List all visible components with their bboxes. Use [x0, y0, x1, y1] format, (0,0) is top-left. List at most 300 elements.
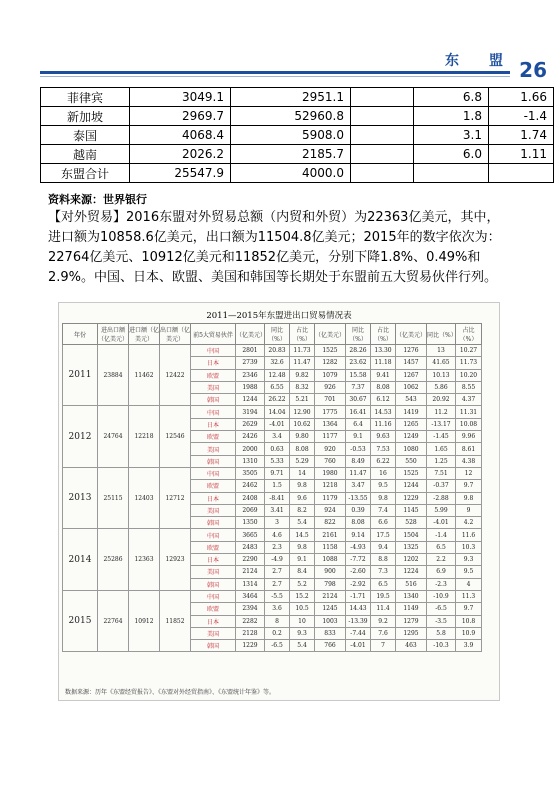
- table-cell: 6.0: [414, 145, 489, 164]
- table-cell: 1.8: [414, 107, 489, 126]
- table-cell: 8.2: [290, 504, 315, 516]
- table-cell: 日本: [191, 615, 236, 627]
- table-cell: 9.8: [290, 480, 315, 492]
- table-cell: 1.25: [427, 455, 456, 467]
- table-cell: -5.5: [265, 590, 290, 602]
- table-cell: 12422: [160, 345, 191, 406]
- table-cell: -1.4: [489, 107, 554, 126]
- table-cell: 8.55: [456, 381, 482, 393]
- table-cell: 16.41: [346, 406, 371, 418]
- table-cell: 28.26: [346, 345, 371, 357]
- table-cell: 9.41: [371, 369, 396, 381]
- table-cell: 14.43: [346, 603, 371, 615]
- trade-table: [62, 323, 482, 652]
- column-header: 占比（%）: [290, 324, 315, 345]
- table-cell: 欧盟: [191, 603, 236, 615]
- table-cell: 2026.2: [130, 145, 231, 164]
- table-cell: 32.6: [265, 357, 290, 369]
- table-cell: 菲律宾: [41, 88, 130, 107]
- table-cell: 1350: [236, 517, 265, 529]
- table-cell: 9.7: [456, 603, 482, 615]
- table-cell: 11.73: [456, 357, 482, 369]
- table-cell: 8.61: [456, 443, 482, 455]
- table-cell: 5.21: [290, 394, 315, 406]
- table-cell: 3.6: [265, 603, 290, 615]
- table-cell: 12712: [160, 467, 191, 528]
- table-cell: 1.74: [489, 126, 554, 145]
- column-header: （亿美元）: [315, 324, 346, 345]
- table-cell: 2.7: [265, 566, 290, 578]
- table-cell: 2739: [236, 357, 265, 369]
- table-cell: 19.5: [371, 590, 396, 602]
- table-cell: 9.71: [265, 467, 290, 479]
- column-header: 年份: [63, 324, 98, 345]
- table-cell: 8.8: [371, 554, 396, 566]
- table-row: [63, 529, 482, 541]
- table-cell: 8.08: [290, 443, 315, 455]
- table-cell: 24764: [98, 406, 129, 467]
- table-cell: 1158: [315, 541, 346, 553]
- table-cell: 10.27: [456, 345, 482, 357]
- table-cell: 2629: [236, 418, 265, 430]
- table-cell: 4068.4: [130, 126, 231, 145]
- table-cell: 6.9: [427, 566, 456, 578]
- table-cell: 14.53: [371, 406, 396, 418]
- table-cell: 10912: [129, 590, 160, 651]
- table-cell: 25115: [98, 467, 129, 528]
- table-cell: 9.3: [456, 554, 482, 566]
- table-cell: -4.01: [346, 640, 371, 652]
- table-cell: 1079: [315, 369, 346, 381]
- table-cell: 日本: [191, 357, 236, 369]
- table-cell: 41.65: [427, 357, 456, 369]
- table-cell: 中国: [191, 590, 236, 602]
- table-cell: 7.4: [371, 504, 396, 516]
- table-cell: 760: [315, 455, 346, 467]
- table-cell: 1218: [315, 480, 346, 492]
- table-cell: 美国: [191, 627, 236, 639]
- table-cell: 11.16: [371, 418, 396, 430]
- table-cell: 5908.0: [231, 126, 351, 145]
- table-cell: 中国: [191, 406, 236, 418]
- table-cell: 11.73: [290, 345, 315, 357]
- table-cell: 6.5: [371, 578, 396, 590]
- table-cell: 8.4: [290, 566, 315, 578]
- table-cell: 52960.8: [231, 107, 351, 126]
- table-cell: 2000: [236, 443, 265, 455]
- table-cell: 欧盟: [191, 431, 236, 443]
- table-cell: -6.5: [427, 603, 456, 615]
- table-cell: 欧盟: [191, 369, 236, 381]
- table-cell: 1314: [236, 578, 265, 590]
- table-row: [41, 107, 554, 126]
- table-cell: 11.47: [346, 467, 371, 479]
- table-cell: 1229: [236, 640, 265, 652]
- table-cell: 5.4: [290, 517, 315, 529]
- table-cell: 9: [456, 504, 482, 516]
- table-cell: 2014: [63, 529, 98, 590]
- table-cell: 550: [396, 455, 427, 467]
- table-cell: 26.22: [265, 394, 290, 406]
- table-cell: 2282: [236, 615, 265, 627]
- table-cell: 1265: [396, 418, 427, 430]
- table-cell: 韩国: [191, 394, 236, 406]
- table-cell: [351, 145, 414, 164]
- table-cell: 12363: [129, 529, 160, 590]
- table-cell: 韩国: [191, 517, 236, 529]
- table-cell: 9.96: [456, 431, 482, 443]
- table-cell: 1282: [315, 357, 346, 369]
- table-cell: 6.6: [371, 517, 396, 529]
- table-cell: 3.47: [346, 480, 371, 492]
- table-cell: 9.80: [290, 431, 315, 443]
- source-note: 资料来源：世界银行: [48, 193, 147, 206]
- table-row: [63, 590, 482, 602]
- table-cell: 9.63: [371, 431, 396, 443]
- table-cell: -1.71: [346, 590, 371, 602]
- table-cell: 1003: [315, 615, 346, 627]
- table-cell: 25547.9: [130, 164, 231, 183]
- table-cell: 13.30: [371, 345, 396, 357]
- table-cell: 6.55: [265, 381, 290, 393]
- table-cell: -4.93: [346, 541, 371, 553]
- table-cell: 1980: [315, 467, 346, 479]
- table-cell: -2.88: [427, 492, 456, 504]
- table-cell: 4.38: [456, 455, 482, 467]
- table-cell: 1.66: [489, 88, 554, 107]
- table-cell: 23884: [98, 345, 129, 406]
- table-row: [41, 88, 554, 107]
- table-cell: 中国: [191, 467, 236, 479]
- table-cell: 920: [315, 443, 346, 455]
- table-cell: 11852: [160, 590, 191, 651]
- table-cell: 8.32: [290, 381, 315, 393]
- table-cell: 3505: [236, 467, 265, 479]
- table-cell: 2069: [236, 504, 265, 516]
- header-rule-thin: [40, 76, 510, 77]
- table-cell: 7.53: [371, 443, 396, 455]
- table-cell: 2185.7: [231, 145, 351, 164]
- table-cell: 10.20: [456, 369, 482, 381]
- table-cell: 6.12: [371, 394, 396, 406]
- table-cell: 10.13: [427, 369, 456, 381]
- table-cell: 16: [371, 467, 396, 479]
- table-cell: 9.82: [290, 369, 315, 381]
- table-cell: 美国: [191, 443, 236, 455]
- table-cell: 2801: [236, 345, 265, 357]
- table-cell: 1.11: [489, 145, 554, 164]
- table-cell: 1325: [396, 541, 427, 553]
- table-cell: 9.8: [371, 492, 396, 504]
- table-cell: -4.9: [265, 554, 290, 566]
- table-cell: 1310: [236, 455, 265, 467]
- table-cell: 11.31: [456, 406, 482, 418]
- table-cell: -13.17: [427, 418, 456, 430]
- table-cell: 14.04: [265, 406, 290, 418]
- table-cell: -8.41: [265, 492, 290, 504]
- table-cell: 6.8: [414, 88, 489, 107]
- table-cell: 1088: [315, 554, 346, 566]
- table-cell: -3.5: [427, 615, 456, 627]
- table-cell: 15.58: [346, 369, 371, 381]
- table-cell: 1202: [396, 554, 427, 566]
- table-cell: 12: [456, 467, 482, 479]
- table-cell: 欧盟: [191, 541, 236, 553]
- table-cell: 9.7: [456, 480, 482, 492]
- table-cell: 1267: [396, 369, 427, 381]
- table-cell: -7.72: [346, 554, 371, 566]
- table-cell: 1177: [315, 431, 346, 443]
- table-cell: -1.45: [427, 431, 456, 443]
- column-header: 进口额（亿美元）: [129, 324, 160, 345]
- table-cell: 1775: [315, 406, 346, 418]
- column-header: 进出口额（亿美元）: [98, 324, 129, 345]
- table-cell: 14.5: [290, 529, 315, 541]
- table-cell: 7.6: [371, 627, 396, 639]
- table-cell: 2015: [63, 590, 98, 651]
- table-cell: -10.3: [427, 640, 456, 652]
- table-cell: 4.6: [265, 529, 290, 541]
- table-cell: 9.1: [346, 431, 371, 443]
- table-cell: 日本: [191, 554, 236, 566]
- table-cell: 9.8: [456, 492, 482, 504]
- table-cell: 2124: [315, 590, 346, 602]
- table-cell: 2.3: [265, 541, 290, 553]
- table-cell: 7: [371, 640, 396, 652]
- table-cell: 2462: [236, 480, 265, 492]
- table-cell: 8: [265, 615, 290, 627]
- table-cell: [351, 126, 414, 145]
- table-cell: 1525: [315, 345, 346, 357]
- table-cell: 东盟合计: [41, 164, 130, 183]
- table-cell: 美国: [191, 566, 236, 578]
- table-cell: 1179: [315, 492, 346, 504]
- table-cell: 924: [315, 504, 346, 516]
- table-cell: -7.44: [346, 627, 371, 639]
- table-cell: 2483: [236, 541, 265, 553]
- table-row: [63, 467, 482, 479]
- table-cell: 20.83: [265, 345, 290, 357]
- column-header: 同比（%）: [346, 324, 371, 345]
- table-cell: 韩国: [191, 578, 236, 590]
- table-cell: 越南: [41, 145, 130, 164]
- table-cell: 3: [265, 517, 290, 529]
- table-cell: 463: [396, 640, 427, 652]
- table-cell: 中国: [191, 345, 236, 357]
- table-row: [41, 126, 554, 145]
- table-cell: 韩国: [191, 455, 236, 467]
- table-cell: -2.3: [427, 578, 456, 590]
- table-cell: 12403: [129, 467, 160, 528]
- table-cell: 516: [396, 578, 427, 590]
- table-cell: 822: [315, 517, 346, 529]
- table-cell: 543: [396, 394, 427, 406]
- table-cell: 14: [290, 467, 315, 479]
- table-cell: [351, 107, 414, 126]
- table-cell: 10: [290, 615, 315, 627]
- table-cell: 美国: [191, 381, 236, 393]
- table-cell: 25286: [98, 529, 129, 590]
- table-cell: 23.62: [346, 357, 371, 369]
- table-cell: 1149: [396, 603, 427, 615]
- table-cell: 15.2: [290, 590, 315, 602]
- table-cell: 1525: [396, 467, 427, 479]
- table-cell: 3464: [236, 590, 265, 602]
- trade-table-note: 数据来源：历年《东盟经贸报告》、《东盟对外经贸指南》、《东盟统计年鉴》等。: [65, 689, 276, 696]
- table-row: [63, 406, 482, 418]
- table-cell: 11.3: [456, 590, 482, 602]
- table-cell: 10.62: [290, 418, 315, 430]
- table-cell: -2.60: [346, 566, 371, 578]
- table-cell: 5.86: [427, 381, 456, 393]
- table-cell: 1295: [396, 627, 427, 639]
- table-cell: -4.01: [265, 418, 290, 430]
- table-cell: 7.37: [346, 381, 371, 393]
- table-cell: 11.18: [371, 357, 396, 369]
- table-cell: 5.4: [290, 640, 315, 652]
- table-cell: 5.99: [427, 504, 456, 516]
- table-cell: 2951.1: [231, 88, 351, 107]
- table-cell: 9.2: [371, 615, 396, 627]
- table-cell: -2.92: [346, 578, 371, 590]
- column-header: 同比（%）: [265, 324, 290, 345]
- table-cell: 日本: [191, 418, 236, 430]
- table-cell: 1244: [396, 480, 427, 492]
- table-cell: 9.1: [290, 554, 315, 566]
- table-cell: 11462: [129, 345, 160, 406]
- table-cell: 1364: [315, 418, 346, 430]
- table-cell: 泰国: [41, 126, 130, 145]
- table-cell: 900: [315, 566, 346, 578]
- table-cell: 2426: [236, 431, 265, 443]
- table-cell: 6.4: [346, 418, 371, 430]
- table-cell: 2408: [236, 492, 265, 504]
- table-cell: 7.51: [427, 467, 456, 479]
- trade-table-image: [58, 302, 500, 701]
- table-cell: 926: [315, 381, 346, 393]
- table-cell: 日本: [191, 492, 236, 504]
- table-cell: [489, 164, 554, 183]
- column-header: 占比（%）: [456, 324, 482, 345]
- table-cell: 1340: [396, 590, 427, 602]
- table-cell: 833: [315, 627, 346, 639]
- table-cell: 3665: [236, 529, 265, 541]
- table-row: [41, 145, 554, 164]
- table-cell: -0.53: [346, 443, 371, 455]
- table-cell: 9.6: [290, 492, 315, 504]
- trade-table-title: 2011—2015年东盟进出口贸易情况表: [206, 311, 352, 321]
- table-cell: -6.5: [265, 640, 290, 652]
- table-cell: 2013: [63, 467, 98, 528]
- table-cell: 6.22: [371, 455, 396, 467]
- table-cell: 10.9: [456, 627, 482, 639]
- table-cell: 2.7: [265, 578, 290, 590]
- table-cell: 766: [315, 640, 346, 652]
- table-row: [63, 345, 482, 357]
- table-cell: 1.5: [265, 480, 290, 492]
- table-cell: 528: [396, 517, 427, 529]
- table-cell: 3194: [236, 406, 265, 418]
- table-cell: 12923: [160, 529, 191, 590]
- table-cell: 5.8: [427, 627, 456, 639]
- table-cell: 6.5: [427, 541, 456, 553]
- table-cell: 韩国: [191, 640, 236, 652]
- table-cell: 8.08: [371, 381, 396, 393]
- table-cell: 2290: [236, 554, 265, 566]
- table-cell: 1276: [396, 345, 427, 357]
- table-cell: 1229: [396, 492, 427, 504]
- table-cell: 1.65: [427, 443, 456, 455]
- table-cell: 798: [315, 578, 346, 590]
- table-cell: 9.5: [456, 566, 482, 578]
- table-cell: 8.49: [346, 455, 371, 467]
- table-cell: 欧盟: [191, 480, 236, 492]
- table-cell: 1504: [396, 529, 427, 541]
- table-cell: 1244: [236, 394, 265, 406]
- table-cell: 4: [456, 578, 482, 590]
- table-cell: 5.33: [265, 455, 290, 467]
- table-cell: 3.41: [265, 504, 290, 516]
- table-cell: 701: [315, 394, 346, 406]
- header-rule: [40, 71, 510, 74]
- table-cell: 3049.1: [130, 88, 231, 107]
- table-row: [41, 164, 554, 183]
- column-header: （亿美元）: [236, 324, 265, 345]
- table-cell: 10.08: [456, 418, 482, 430]
- table-cell: 1145: [396, 504, 427, 516]
- table-cell: 4.37: [456, 394, 482, 406]
- table-cell: 30.67: [346, 394, 371, 406]
- table-cell: -4.01: [427, 517, 456, 529]
- table-cell: 新加坡: [41, 107, 130, 126]
- table-cell: -1.4: [427, 529, 456, 541]
- table-cell: 10.3: [456, 541, 482, 553]
- table-cell: -13.55: [346, 492, 371, 504]
- country-data-table: [40, 87, 554, 183]
- table-cell: 10.8: [456, 615, 482, 627]
- table-cell: 9.14: [346, 529, 371, 541]
- table-cell: 中国: [191, 529, 236, 541]
- table-cell: 2161: [315, 529, 346, 541]
- table-cell: 0.2: [265, 627, 290, 639]
- table-cell: 5.29: [290, 455, 315, 467]
- trade-paragraph: 【对外贸易】2016东盟对外贸易总额（内贸和外贸）为22363亿美元，其中，进口额为10858.6亿美元，出口额为11504.8亿美元；2015年的数字依次为：22764亿美元、10912亿美元和11852亿美元，分别下降1.8%、0.49%和2.9%。中国、日本、欧盟、美国和韩国等长期处于东盟前五大贸易伙伴行列。: [48, 210, 501, 285]
- table-cell: 11.4: [371, 603, 396, 615]
- page-header: [0, 0, 559, 80]
- table-cell: 0.63: [265, 443, 290, 455]
- table-cell: 1062: [396, 381, 427, 393]
- table-cell: 20.92: [427, 394, 456, 406]
- column-header: 前5大贸易伙伴: [191, 324, 236, 345]
- table-cell: 2394: [236, 603, 265, 615]
- table-cell: 1457: [396, 357, 427, 369]
- table-cell: 9.8: [290, 541, 315, 553]
- table-cell: 11.47: [290, 357, 315, 369]
- table-cell: 10.5: [290, 603, 315, 615]
- table-cell: 0.39: [346, 504, 371, 516]
- table-cell: 8.08: [346, 517, 371, 529]
- table-cell: 12.90: [290, 406, 315, 418]
- table-cell: [414, 164, 489, 183]
- column-header: （亿美元）: [396, 324, 427, 345]
- table-cell: 11.2: [427, 406, 456, 418]
- column-header: 占比（%）: [371, 324, 396, 345]
- table-cell: 2969.7: [130, 107, 231, 126]
- table-cell: 11.6: [456, 529, 482, 541]
- table-cell: 1279: [396, 615, 427, 627]
- table-cell: 2012: [63, 406, 98, 467]
- table-cell: -10.9: [427, 590, 456, 602]
